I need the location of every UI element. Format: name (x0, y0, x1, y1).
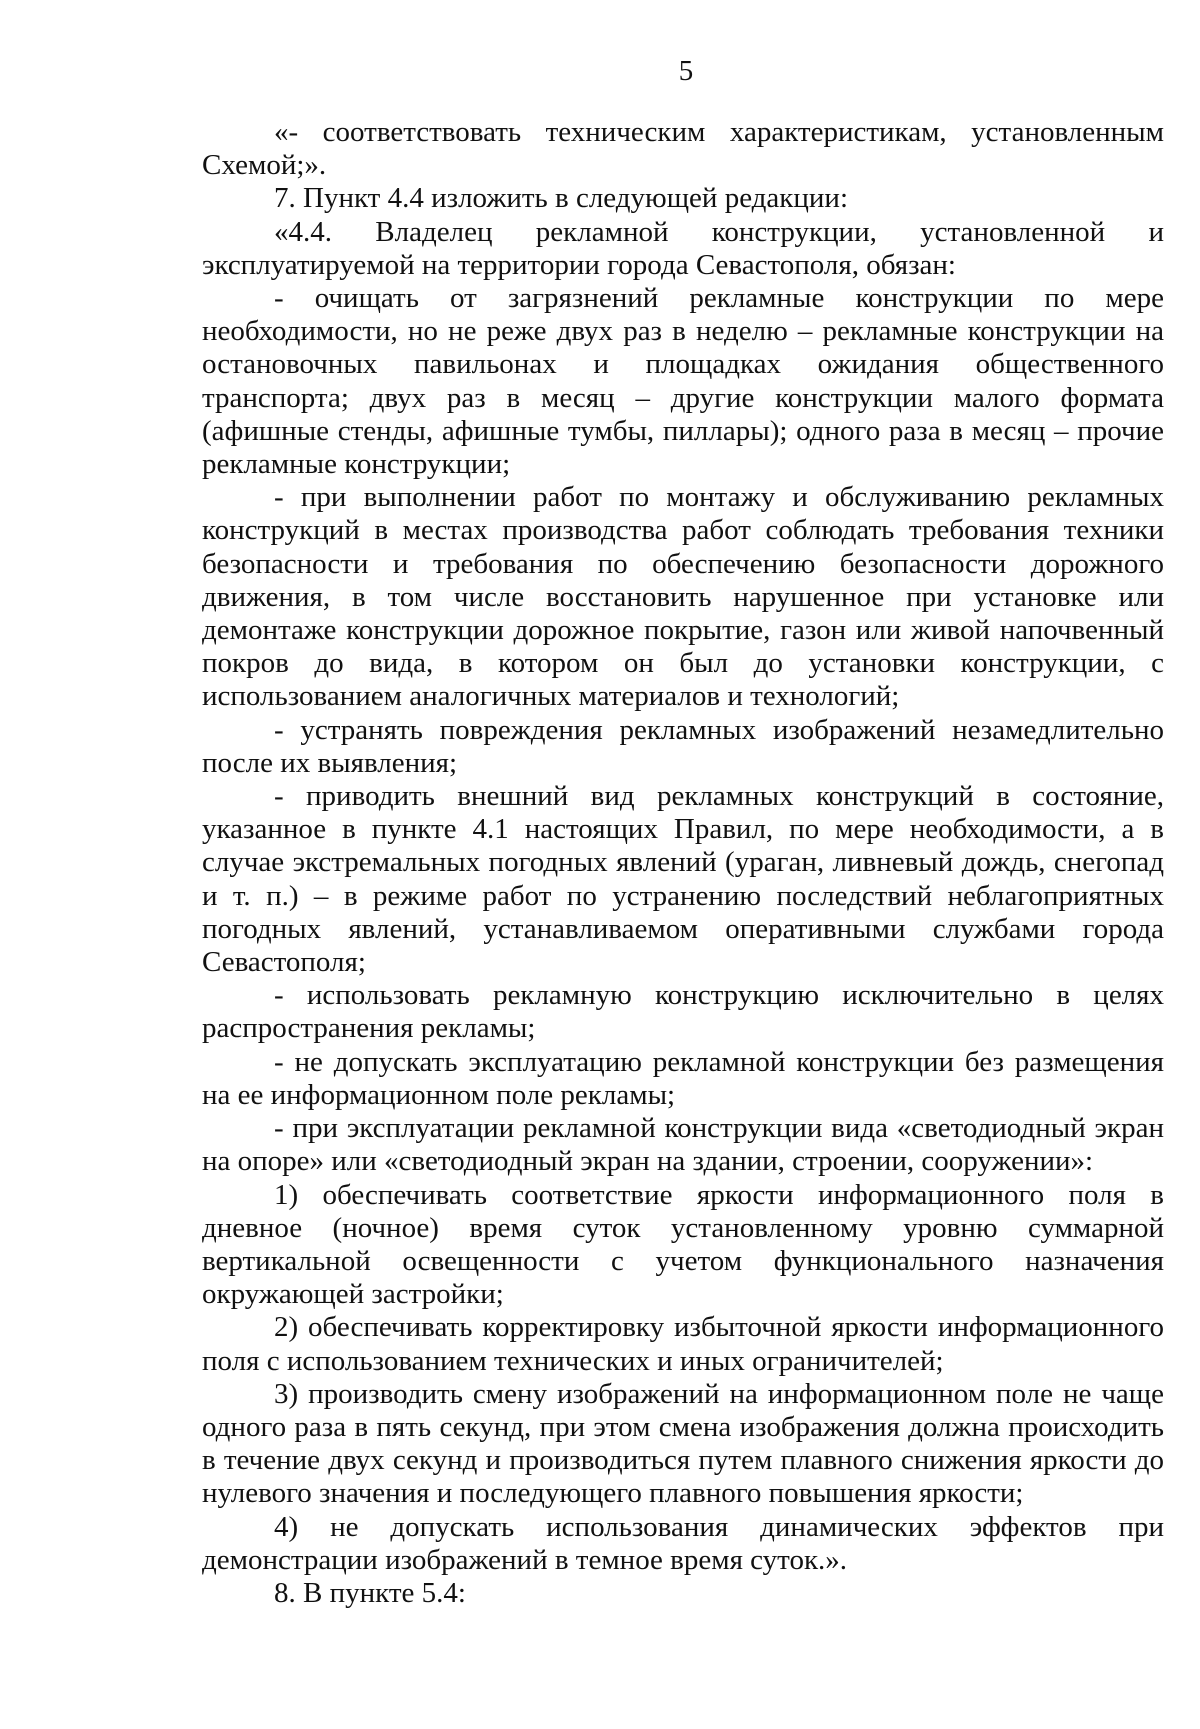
paragraph: - очищать от загрязнений рекламные конструкции по мере необходимости, но не реже двух раз в неделю – рекламные конструкции на остановочных павильонах и площадках ожидания общественного транспорта; двух раз в месяц – другие конструкции малого формата (афишные стенды, афишные тумбы, пиллары); одного раза в месяц – прочие рекламные конструкции; (202, 282, 1164, 481)
paragraph: - приводить внешний вид рекламных конструкций в состояние, указанное в пункте 4.1 настоящих Правил, по мере необходимости, а в случае экстремальных погодных явлений (ураган, ливневый дождь, снегопад и т. п.) – в режиме работ по устранению последствий неблагоприятных погодных явлений, устанавливаемом оперативными службами города Севастополя; (202, 780, 1164, 979)
paragraph: «4.4. Владелец рекламной конструкции, установленной и эксплуатируемой на территории города Севастополя, обязан: (202, 215, 1164, 281)
document-body (202, 116, 1164, 1610)
paragraph: 4) не допускать использования динамических эффектов при демонстрации изображений в темное время суток.». (202, 1510, 1164, 1576)
paragraph: - при выполнении работ по монтажу и обслуживанию рекламных конструкций в местах производства работ соблюдать требования техники безопасности и требования по обеспечению безопасности дорожного движения, в том числе восстановить нарушенное при установке или демонтаже конструкции дорожное покрытие, газон или живой напочвенный покров до вида, в котором он был до установки конструкции, с использованием аналогичных материалов и технологий; (202, 481, 1164, 713)
paragraph: 8. В пункте 5.4: (274, 1576, 466, 1609)
paragraph: 7. Пункт 4.4 изложить в следующей редакции: (274, 182, 849, 215)
paragraph: - устранять повреждения рекламных изображений незамедлительно после их выявления; (202, 713, 1164, 779)
paragraph: - не допускать эксплуатацию рекламной конструкции без размещения на ее информационном поле рекламы; (202, 1045, 1164, 1111)
paragraph: - при эксплуатации рекламной конструкции вида «светодиодный экран на опоре» или «светодиодный экран на здании, строении, сооружении»: (202, 1112, 1164, 1178)
paragraph: 1) обеспечивать соответствие яркости информационного поля в дневное (ночное) время суток установленному уровню суммарной вертикальной освещенности с учетом функционального назначения окружающей застройки; (202, 1178, 1164, 1311)
paragraph: 3) производить смену изображений на информационном поле не чаще одного раза в пять секунд, при этом смена изображения должна происходить в течение двух секунд и производиться путем плавного снижения яркости до нулевого значения и последующего плавного повышения яркости; (202, 1377, 1164, 1510)
paragraph: 2) обеспечивать корректировку избыточной яркости информационного поля с использованием технических и иных ограничителей; (202, 1311, 1164, 1377)
paragraph: - использовать рекламную конструкцию исключительно в целях распространения рекламы; (202, 979, 1164, 1045)
page-number: 5 (678, 55, 694, 87)
paragraph: «- соответствовать техническим характеристикам, установленным Схемой;». (202, 116, 1164, 182)
